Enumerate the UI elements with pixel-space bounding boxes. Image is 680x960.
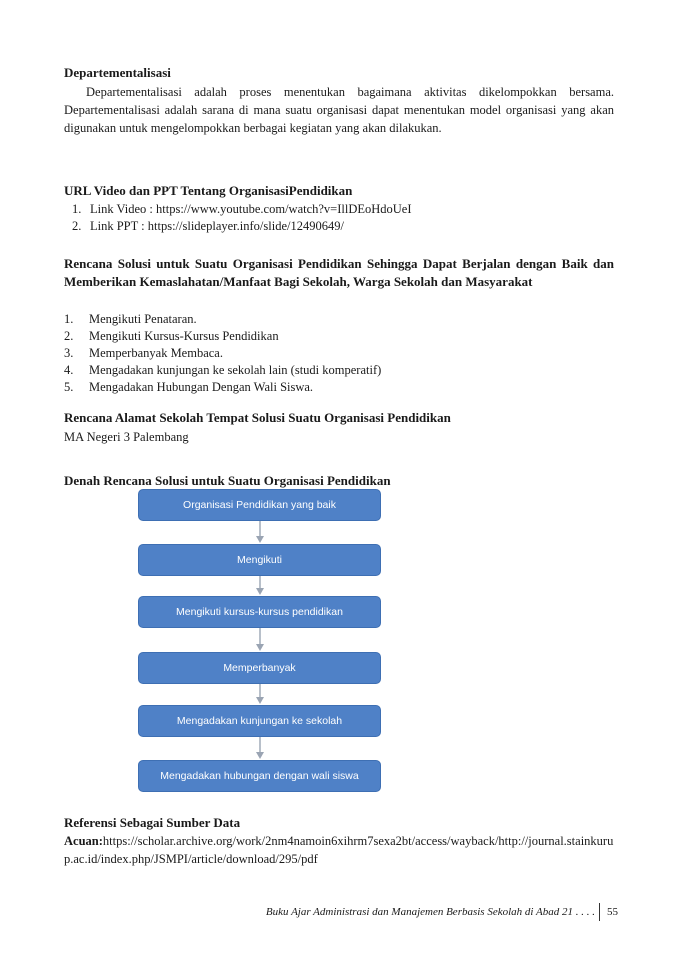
list-number: 5. (64, 380, 74, 394)
denah-heading: Denah Rencana Solusi untuk Suatu Organisasi Pendidikan (64, 473, 391, 488)
list-item-text: Mengadakan Hubungan Dengan Wali Siswa. (89, 380, 314, 394)
referensi-body (64, 832, 616, 868)
flow-step-3: Mengikuti kursus-kursus pendidikan (138, 596, 381, 628)
url-list (72, 201, 612, 235)
list-item (72, 201, 612, 218)
arrow-down-icon (255, 628, 265, 652)
departementalisasi-heading: Departementalisasi (64, 65, 171, 80)
flow-step-5: Mengadakan kunjungan ke sekolah (138, 705, 381, 737)
alamat-value: MA Negeri 3 Palembang (64, 430, 189, 444)
arrow-down-icon (255, 521, 265, 544)
arrow-down-icon (255, 684, 265, 705)
acuan-label: Acuan: (64, 834, 103, 848)
flow-step-6: Mengadakan hubungan dengan wali siswa (138, 760, 381, 792)
video-link[interactable]: Link Video : https://www.youtube.com/watch?v=IllDEoHdoUeI (90, 202, 412, 216)
list-item (72, 218, 612, 235)
flow-step-2: Mengikuti (138, 544, 381, 576)
arrow-down-icon (255, 737, 265, 760)
list-item (64, 328, 614, 345)
rencana-solusi-list (64, 311, 614, 396)
list-item (64, 345, 614, 362)
list-item (64, 379, 614, 396)
list-number: 3. (64, 346, 74, 360)
list-number: 1. (72, 202, 82, 216)
departementalisasi-paragraph: Departementalisasi adalah proses menentukan bagaimana aktivitas dikelompokkan bersama. Departementalisasi adalah sarana di mana suatu organisasi dapat menentukan model organisasi yang akan digunakan untuk mengelompokkan berbagai kegiatan yang akan dilakukan. (64, 85, 614, 135)
flow-step-4: Memperbanyak (138, 652, 381, 684)
rencana-solusi-heading: Rencana Solusi untuk Suatu Organisasi Pendidikan Sehingga Dapat Berjalan dengan Baik dan Memberikan Kemaslahatan/Manfaat Bagi Sekolah, Warga Sekolah dan Masyarakat (64, 256, 614, 289)
list-number: 2. (72, 219, 82, 233)
footer-title: Buku Ajar Administrasi dan Manajemen Berbasis Sekolah di Abad 21 . . . . (265, 906, 595, 918)
list-number: 2. (64, 329, 74, 343)
list-item-text: Mengikuti Kursus-Kursus Pendidikan (89, 329, 279, 343)
ppt-link[interactable]: Link PPT : https://slideplayer.info/slide/12490649/ (90, 219, 344, 233)
list-item-text: Mengikuti Penataran. (89, 312, 197, 326)
page-number: 55 (607, 906, 618, 918)
footer-divider (599, 903, 600, 921)
arrow-down-icon (255, 576, 265, 596)
alamat-heading: Rencana Alamat Sekolah Tempat Solusi Suatu Organisasi Pendidikan (64, 410, 451, 425)
flow-step-1: Organisasi Pendidikan yang baik (138, 489, 381, 521)
list-number: 1. (64, 312, 74, 326)
acuan-link[interactable]: https://scholar.archive.org/work/2nm4namoin6xihrm7sexa2bt/access/wayback/http://journal.stainkurup.ac.id/index.php/JSMPI/article/download/295/pdf (64, 834, 614, 866)
referensi-heading: Referensi Sebagai Sumber Data (64, 815, 241, 830)
url-heading: URL Video dan PPT Tentang OrganisasiPendidikan (64, 183, 353, 198)
list-item-text: Mengadakan kunjungan ke sekolah lain (studi komperatif) (89, 363, 382, 377)
list-item (64, 311, 614, 328)
list-item-text: Memperbanyak Membaca. (89, 346, 223, 360)
list-item (64, 362, 614, 379)
list-number: 4. (64, 363, 74, 377)
